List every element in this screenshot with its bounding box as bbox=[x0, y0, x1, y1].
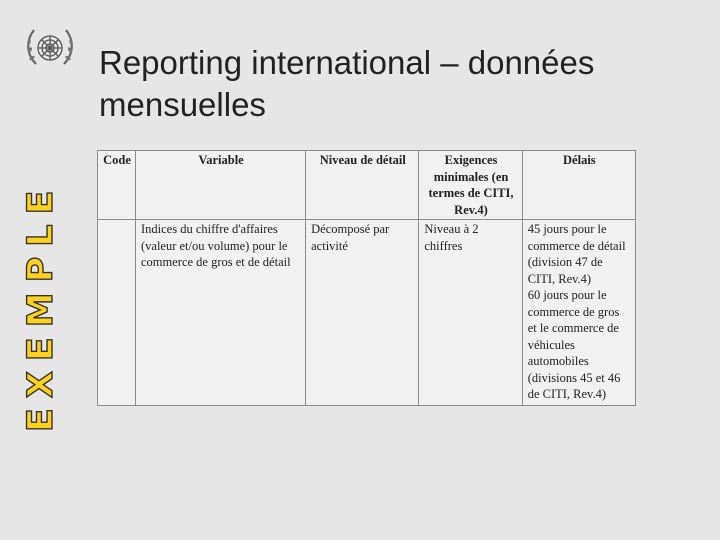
header-delais: Délais bbox=[522, 151, 635, 220]
cell-exigences: Niveau à 2 chiffres bbox=[419, 220, 522, 406]
exemple-side-label: EXEMPLE bbox=[21, 180, 61, 432]
header-exigences: Exigences minimales (en termes de CITI, Rev.4) bbox=[419, 151, 522, 220]
delais-wholesale: 60 jours pour le commerce de gros et le commerce de véhicules automobiles (divisions 45 et 46 de CITI, Rev.4) bbox=[527, 288, 621, 401]
un-emblem-icon bbox=[22, 20, 78, 76]
cell-delais bbox=[522, 220, 635, 406]
cell-niveau: Décomposé par activité bbox=[306, 220, 419, 406]
cell-variable: Indices du chiffre d'affaires (valeur et/ou volume) pour le commerce de gros et de détail bbox=[135, 220, 305, 406]
requirements-table bbox=[97, 150, 636, 406]
slide-title bbox=[99, 42, 699, 126]
header-niveau: Niveau de détail bbox=[306, 151, 419, 220]
header-code: Code bbox=[98, 151, 136, 220]
header-variable: Variable bbox=[135, 151, 305, 220]
title-line-1: Reporting international – données bbox=[99, 44, 595, 81]
title-line-2: mensuelles bbox=[99, 86, 266, 123]
table-row bbox=[98, 220, 636, 406]
cell-code bbox=[98, 220, 136, 406]
delais-retail: 45 jours pour le commerce de détail (division 47 de CITI, Rev.4) bbox=[527, 222, 626, 286]
table-header-row bbox=[98, 151, 636, 220]
